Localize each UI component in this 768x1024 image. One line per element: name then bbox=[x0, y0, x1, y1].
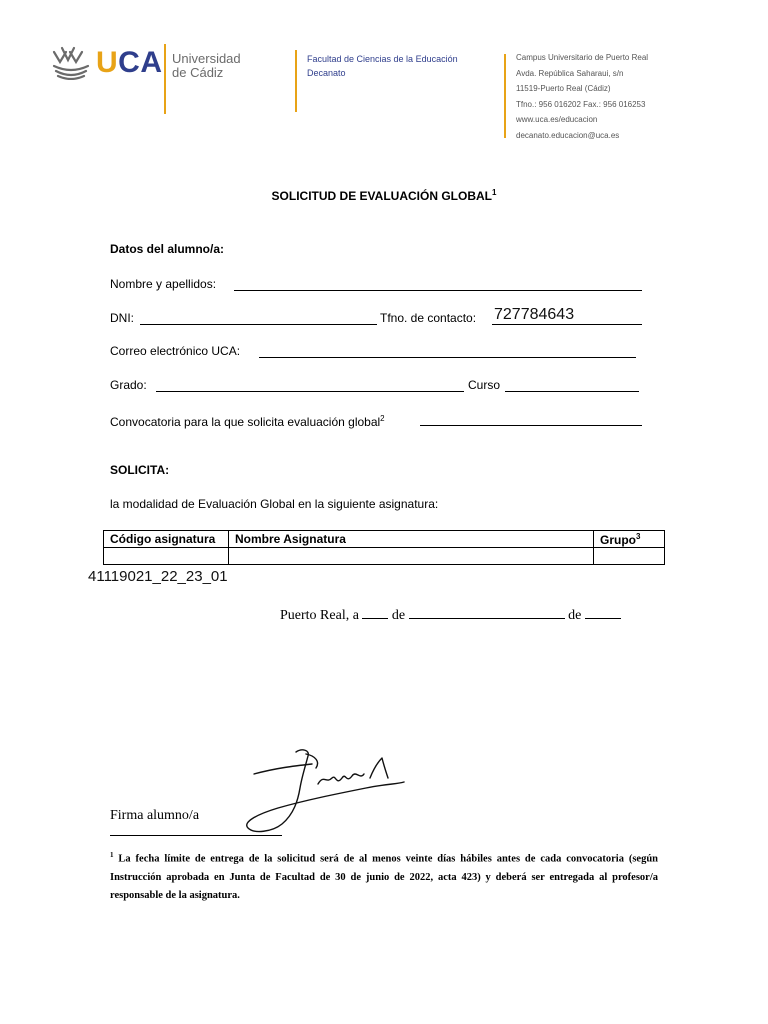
name-field[interactable] bbox=[234, 290, 642, 291]
table-cell-name[interactable] bbox=[229, 548, 594, 565]
column-header-name: Nombre Asignatura bbox=[229, 531, 594, 548]
header-divider bbox=[504, 54, 506, 138]
table-cell-code[interactable] bbox=[104, 548, 229, 565]
page-title: SOLICITUD DE EVALUACIÓN GLOBAL$^1$ bbox=[271, 188, 497, 203]
call-field[interactable] bbox=[420, 425, 642, 426]
email-field[interactable] bbox=[259, 357, 636, 358]
table-cell-group[interactable] bbox=[594, 548, 665, 565]
handwritten-signature bbox=[236, 744, 406, 840]
campus-address: Campus Universitario de Puerto Real Avda. República Saharaui, s/n 11519-Puerto Real (Cádiz) Tfno.: 956 016202 Fax.: 956 016253 www.uca.es/educacion decanato.educacion@uca.es bbox=[516, 53, 649, 140]
requests-heading: SOLICITA: bbox=[110, 463, 170, 477]
table-header-row bbox=[104, 531, 665, 548]
uca-logo: UCA bbox=[96, 46, 163, 79]
degree-field[interactable] bbox=[156, 391, 464, 392]
course-label: Curso bbox=[468, 378, 501, 392]
name-label: Nombre y apellidos: bbox=[110, 277, 217, 291]
place-date-line: Puerto Real, a de de bbox=[280, 608, 621, 624]
dni-label: DNI: bbox=[110, 311, 134, 325]
column-header-group: Grupo$^3$ bbox=[594, 531, 665, 548]
signature-label: Firma alumno/a bbox=[110, 808, 200, 823]
call-label: Convocatoria para la que solicita evaluación global$^2$ bbox=[110, 414, 385, 429]
column-header-code: Código asignatura bbox=[104, 531, 229, 548]
course-field[interactable] bbox=[505, 391, 639, 392]
dni-field[interactable] bbox=[140, 324, 377, 325]
header-divider bbox=[295, 50, 297, 112]
degree-label: Grado: bbox=[110, 378, 147, 392]
subjects-table bbox=[103, 530, 665, 565]
footnote: $^1$ La fecha límite de entrega de la solicitud será de al menos veinte días hábiles antes de cada convocatoria (según Instrucción aprobada en Junta de Facultad de 30 de junio de 2022, acta 423) y deberá ser entregada al profesor/a responsable de la asignatura. bbox=[110, 851, 659, 901]
email-label: Correo electrónico UCA: bbox=[110, 344, 241, 358]
faculty-name: Facultad de Ciencias de la Educación Decanato bbox=[307, 54, 458, 78]
phone-label: Tfno. de contacto: bbox=[380, 311, 477, 325]
university-name: Universidad de Cádiz bbox=[172, 51, 241, 80]
document-id: 41119021_22_23_01 bbox=[88, 568, 228, 585]
signature-line bbox=[110, 835, 282, 836]
requests-text: la modalidad de Evaluación Global en la siguiente asignatura: bbox=[110, 497, 439, 511]
phone-field[interactable] bbox=[492, 324, 642, 325]
header-divider bbox=[164, 44, 166, 114]
university-emblem-icon bbox=[50, 44, 92, 80]
table-row bbox=[104, 548, 665, 565]
section-heading-student: Datos del alumno/a: bbox=[110, 242, 225, 256]
phone-value: 727784643 bbox=[494, 306, 575, 323]
